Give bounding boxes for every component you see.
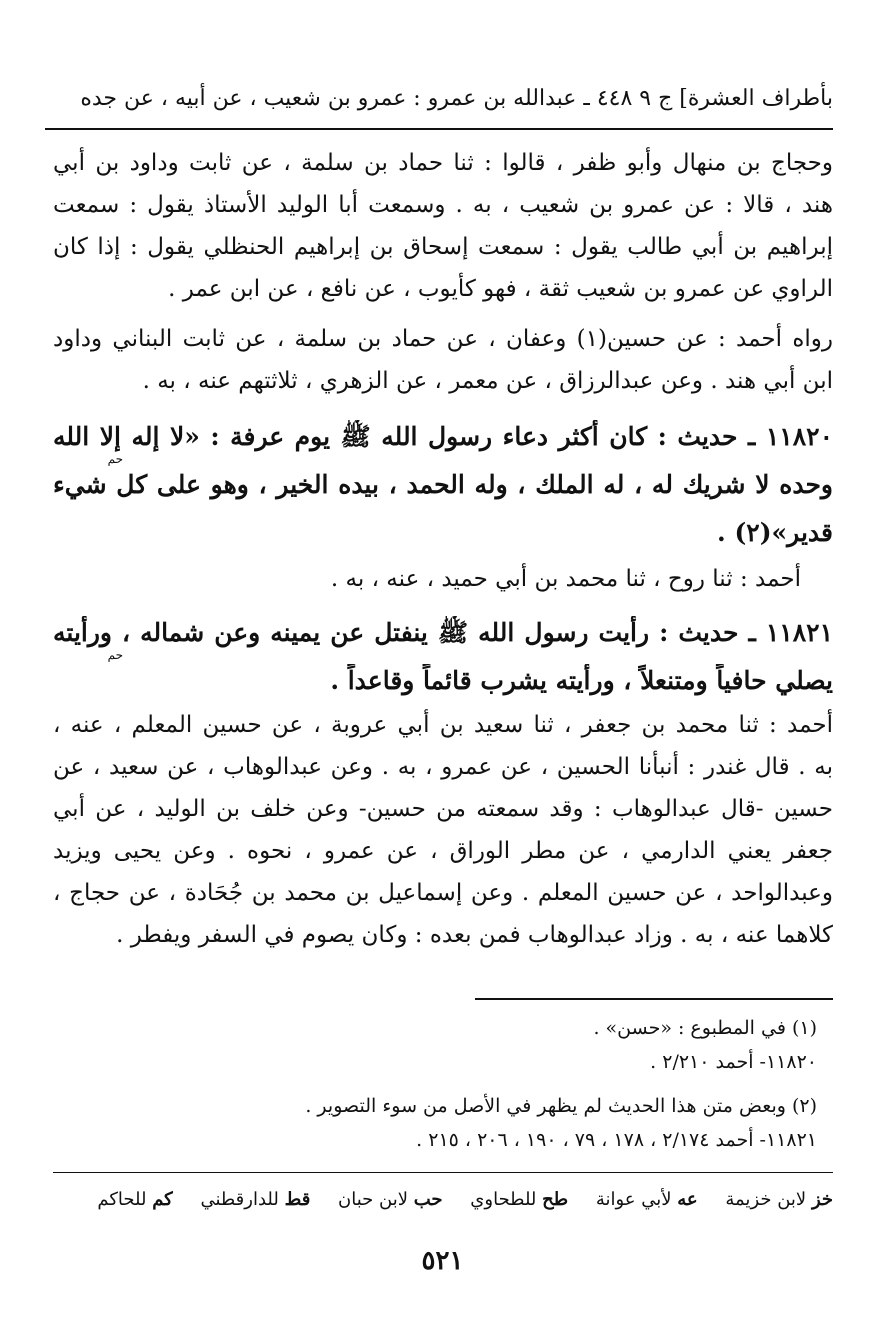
legend-item xyxy=(470,1189,568,1210)
body-line: وعبدالواحد ، عن حسين المعلم . وعن إسماعيل بن محمد بن جُحَادة ، عن حجاج ، xyxy=(53,880,833,906)
body-line: هند ، قالا : عن عمرو بن شعيب ، به . وسمعت أبا الوليد الأستاذ يقول : سمعت xyxy=(53,192,833,218)
legend-item xyxy=(338,1189,443,1210)
legend-item xyxy=(97,1189,172,1210)
legend-name: لابن خزيمة xyxy=(725,1189,807,1210)
footnote-rule xyxy=(475,998,833,1000)
footer-rule xyxy=(53,1172,833,1173)
body-line: إبراهيم بن أبي طالب يقول : سمعت إسحاق بن إبراهيم الحنظلي يقول : إذا كان xyxy=(53,234,833,260)
hadith-11821-line: ١١٨٢١ ـ حديث : رأيت رسول الله ﷺ ينفتل عن يمينه وعن شماله ، ورأيته xyxy=(53,618,833,647)
marginal-mark: حم xyxy=(107,648,123,662)
legend-name: للطحاوي xyxy=(470,1189,537,1210)
legend-abbr: قط xyxy=(284,1189,311,1210)
page-number: ٥٢١ xyxy=(421,1246,464,1276)
legend-name: لأبي عوانة xyxy=(595,1189,672,1210)
body-line: جعفر يعني الدارمي ، عن مطر الوراق ، عن عمرو ، نحوه . وعن يحيى ويزيد xyxy=(53,838,833,864)
legend-item xyxy=(200,1189,310,1210)
body-line: كلاهما عنه ، به . وزاد عبدالوهاب فمن بعده : وكان يصوم في السفر ويفطر . xyxy=(116,922,833,948)
body-line: أحمد : ثنا روح ، ثنا محمد بن أبي حميد ، عنه ، به . xyxy=(330,566,801,592)
footnote-ref-11821: ١١٨٢١- أحمد ٢/١٧٤ ، ١٧٨ ، ٧٩ ، ١٩٠ ، ٢٠٦ ، ٢١٥ . xyxy=(416,1129,817,1151)
footnote-ref-11820: ١١٨٢٠- أحمد ٢/٢١٠ . xyxy=(650,1051,817,1073)
abbreviation-legend xyxy=(53,1186,833,1214)
legend-abbr: كم xyxy=(152,1189,173,1210)
body-line: الراوي عن عمرو بن شعيب ثقة ، فهو كأيوب ، عن نافع ، عن ابن عمر . xyxy=(168,276,833,302)
legend-abbr: طح xyxy=(542,1189,569,1210)
legend-item xyxy=(725,1189,833,1210)
body-line: ابن أبي هند . وعن عبدالرزاق ، عن معمر ، عن الزهري ، ثلاثتهم عنه ، به . xyxy=(142,368,833,394)
body-line: به . قال غندر : أنبأنا الحسين ، عن عمرو ، به . وعن عبدالوهاب ، عن سعيد ، عن xyxy=(53,754,833,780)
hadith-11820-line: وحده لا شريك له ، له الملك ، وله الحمد ، بيده الخير ، وهو على كل شيء xyxy=(53,470,833,499)
marginal-mark: حم xyxy=(107,452,123,466)
body-line: حسين -قال عبدالوهاب : وقد سمعته من حسين- وعن خلف بن الوليد ، عن أبي xyxy=(53,796,833,822)
running-header: بأطراف العشرة] ج ٩ ٤٤٨ ـ عبدالله بن عمرو : عمرو بن شعيب ، عن أبيه ، عن جده xyxy=(80,86,833,111)
hadith-11820-line: قدير»(٢) . xyxy=(717,518,833,547)
footnote-2: (٢) وبعض متن هذا الحديث لم يظهر في الأصل من سوء التصوير . xyxy=(305,1095,817,1117)
legend-name: لابن حبان xyxy=(338,1189,409,1210)
body-line: وحجاج بن منهال وأبو ظفر ، قالوا : ثنا حماد بن سلمة ، عن ثابت وداود بن أبي xyxy=(53,150,833,176)
legend-item xyxy=(596,1189,698,1210)
hadith-11821-line: يصلي حافياً ومتنعلاً ، ورأيته يشرب قائماً وقاعداً . xyxy=(330,666,833,695)
legend-abbr: خز xyxy=(811,1189,833,1210)
legend-abbr: حب xyxy=(413,1189,443,1210)
hadith-11820-line: ١١٨٢٠ ـ حديث : كان أكثر دعاء رسول الله ﷺ يوم عرفة : «لا إله إلا الله xyxy=(53,422,833,451)
footnote-1: (١) في المطبوع : «حسن» . xyxy=(593,1017,817,1039)
body-line: أحمد : ثنا محمد بن جعفر ، ثنا سعيد بن أبي عروبة ، عن حسين المعلم ، عنه ، xyxy=(53,712,833,738)
legend-abbr: عه xyxy=(677,1189,698,1210)
legend-name: للدارقطني xyxy=(200,1189,279,1210)
legend-name: للحاكم xyxy=(97,1189,147,1210)
header-rule xyxy=(45,128,833,130)
body-line: رواه أحمد : عن حسين(١) وعفان ، عن حماد بن سلمة ، عن ثابت البناني وداود xyxy=(53,326,833,352)
